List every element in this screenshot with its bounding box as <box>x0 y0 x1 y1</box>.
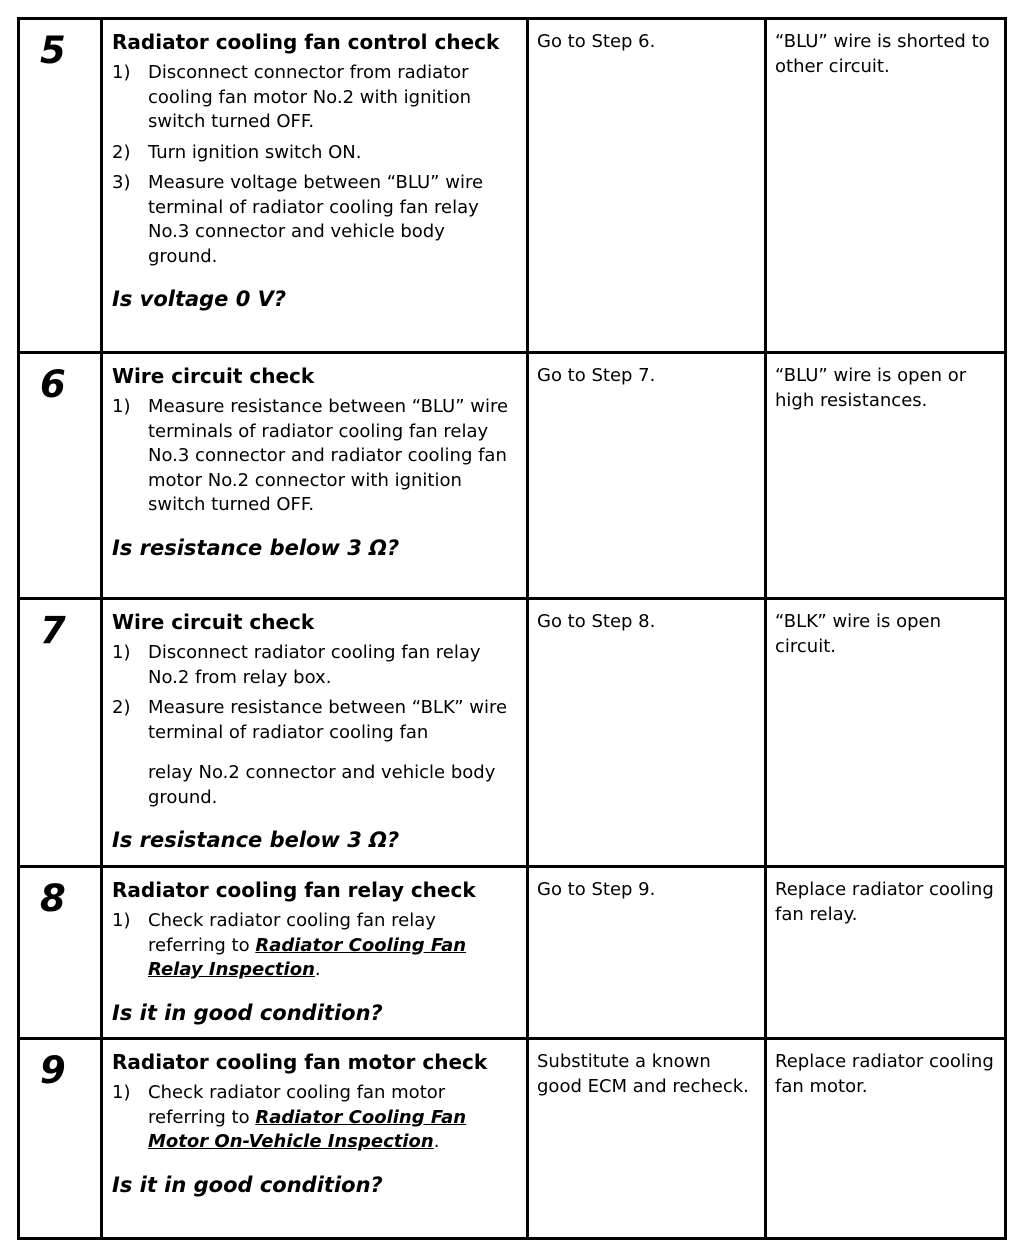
item-text: Measure resistance between “BLK” wire terminal of radiator cooling fan <box>148 697 508 743</box>
table-row <box>19 353 1006 599</box>
yes-result: Go to Step 8. <box>537 611 656 632</box>
list-item <box>112 141 516 166</box>
action-cell <box>102 867 528 1039</box>
item-number: 1) <box>112 62 131 83</box>
no-cell <box>766 1039 1006 1239</box>
yes-result: Go to Step 9. <box>537 879 656 900</box>
step-question: Is it in good condition? <box>112 1000 383 1025</box>
no-result: “BLU” wire is open or high resistances. <box>775 365 967 411</box>
procedure-list <box>112 395 516 518</box>
item-number: 1) <box>112 396 131 417</box>
item-number: 3) <box>112 172 131 193</box>
item-text-end: . <box>433 1131 440 1152</box>
action-cell <box>102 1039 528 1239</box>
yes-result: Go to Step 6. <box>537 31 656 52</box>
item-text: Disconnect connector from radiator cooling fan motor No.2 with ignition switch turned OFF. <box>148 62 471 132</box>
item-number: 1) <box>112 910 131 931</box>
step-number-cell <box>19 353 102 599</box>
step-title: Radiator cooling fan relay check <box>112 878 476 902</box>
list-item <box>112 641 516 690</box>
item-text: Measure voltage between “BLU” wire terminal of radiator cooling fan relay No.3 connector and vehicle body ground. <box>148 172 484 267</box>
list-item <box>112 395 516 518</box>
item-text: Disconnect radiator cooling fan relay No.2 from relay box. <box>148 642 481 688</box>
item-number: 2) <box>112 697 131 718</box>
step-number-cell <box>19 1039 102 1239</box>
table-row <box>19 867 1006 1039</box>
item-number: 2) <box>112 141 131 163</box>
list-item <box>112 909 516 983</box>
list-item <box>112 1081 516 1155</box>
step-question: Is voltage 0 V? <box>112 287 287 311</box>
step-number: 5 <box>40 29 66 72</box>
list-item <box>112 171 516 269</box>
yes-cell <box>528 867 766 1039</box>
item-text: Check radiator cooling fan motor referring to <box>148 1082 446 1128</box>
item-text: Turn ignition switch ON. <box>148 141 362 163</box>
yes-result: Go to Step 7. <box>537 365 656 386</box>
no-cell <box>766 353 1006 599</box>
step-number-cell <box>19 599 102 867</box>
step-number-cell <box>19 19 102 353</box>
step-number-cell <box>19 867 102 1039</box>
item-text: Measure resistance between “BLU” wire terminals of radiator cooling fan relay No.3 connector and radiator cooling fan motor No.2 connector with ignition switch turned OFF. <box>148 396 509 515</box>
step-number: 9 <box>40 1049 66 1092</box>
no-cell <box>766 599 1006 867</box>
no-cell <box>766 19 1006 353</box>
table-row <box>19 1039 1006 1239</box>
yes-cell <box>528 1039 766 1239</box>
procedure-list <box>112 61 516 269</box>
yes-cell <box>528 353 766 599</box>
no-result: “BLK” wire is open circuit. <box>775 611 941 657</box>
step-question: Is resistance below 3 Ω? <box>112 828 400 852</box>
troubleshooting-table <box>17 17 1007 1240</box>
item-text-end: . <box>314 959 321 980</box>
yes-result: Substitute a known good ECM and recheck. <box>537 1051 749 1097</box>
table-row <box>19 599 1006 867</box>
step-question: Is resistance below 3 Ω? <box>112 535 400 560</box>
action-cell <box>102 353 528 599</box>
step-number: 7 <box>40 609 66 652</box>
item-number: 1) <box>112 1082 131 1103</box>
step-title: Radiator cooling fan motor check <box>112 1050 488 1074</box>
step-title: Wire circuit check <box>112 610 315 634</box>
item-number: 1) <box>112 642 131 663</box>
step-title: Wire circuit check <box>112 364 315 388</box>
step-number: 6 <box>40 363 66 406</box>
no-result: Replace radiator cooling fan motor. <box>775 1051 994 1097</box>
reference-link[interactable]: Radiator Cooling Fan Relay Inspection <box>148 934 467 980</box>
step-number: 8 <box>40 877 66 920</box>
item-text-continued: relay No.2 connector and vehicle body ground. <box>148 762 496 808</box>
reference-link[interactable]: Radiator Cooling Fan Motor On-Vehicle Inspection <box>148 1106 467 1152</box>
step-title: Radiator cooling fan control check <box>112 30 500 54</box>
list-item <box>112 61 516 135</box>
yes-cell <box>528 19 766 353</box>
no-result: Replace radiator cooling fan relay. <box>775 879 994 925</box>
no-result: “BLU” wire is shorted to other circuit. <box>775 31 990 77</box>
yes-cell <box>528 599 766 867</box>
table-row <box>19 19 1006 353</box>
list-item <box>112 696 516 810</box>
action-cell <box>102 599 528 867</box>
procedure-list <box>112 641 516 810</box>
procedure-list <box>112 909 516 983</box>
action-cell <box>102 19 528 353</box>
item-text: Check radiator cooling fan relay referring to <box>148 910 436 956</box>
procedure-list <box>112 1081 516 1155</box>
no-cell <box>766 867 1006 1039</box>
step-question: Is it in good condition? <box>112 1172 383 1197</box>
